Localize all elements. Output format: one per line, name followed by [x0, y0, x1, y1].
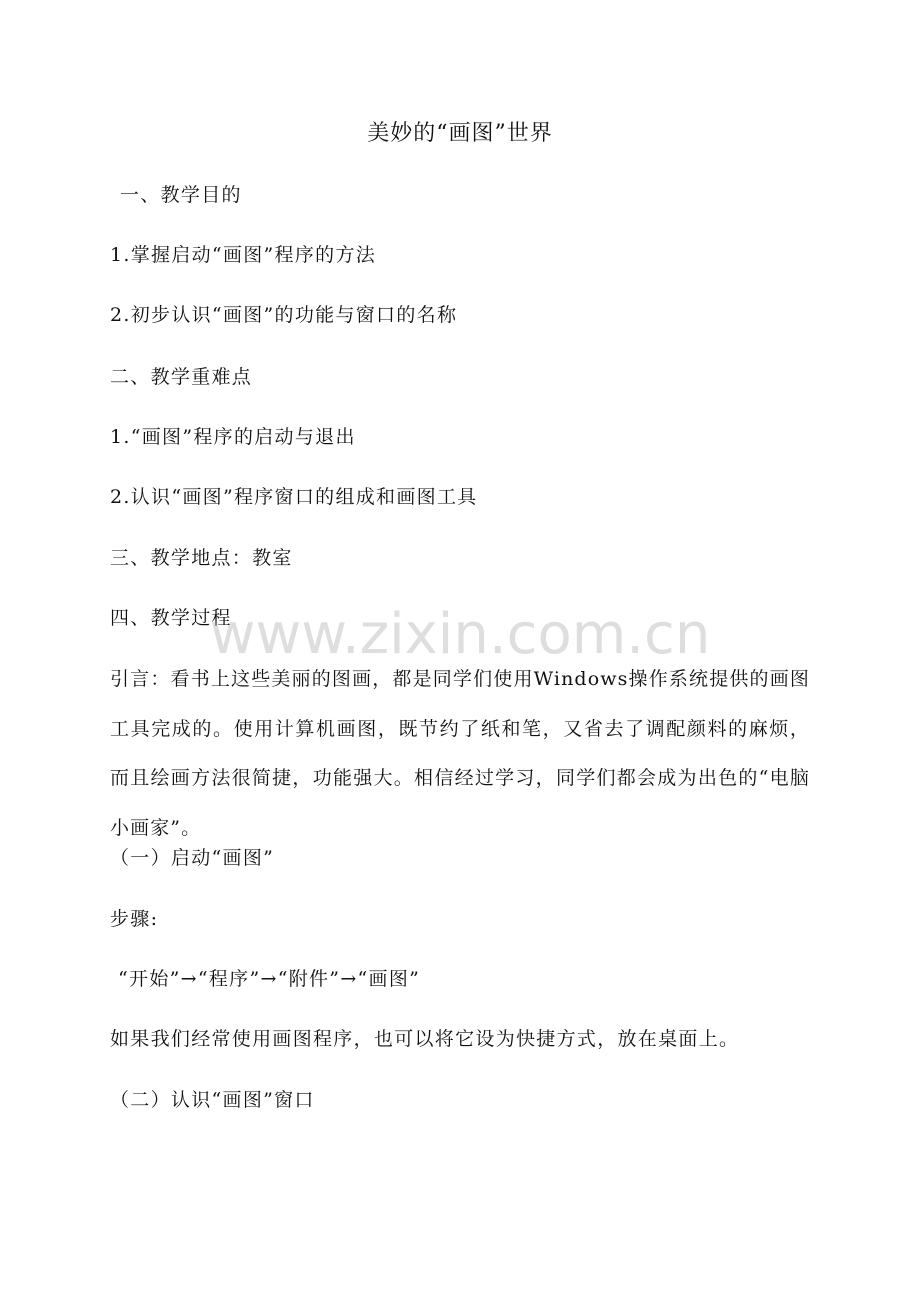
steps-path: “开始”→“程序”→“附件”→“画图” [118, 968, 421, 990]
key-point-item-1: 1.“画图”程序的启动与退出 [110, 426, 356, 448]
part-two-heading: （二）认识“画图”窗口 [110, 1089, 315, 1111]
teaching-goal-item-2: 2.初步认识“画图”的功能与窗口的名称 [110, 304, 458, 326]
key-points-heading: 二、教学重难点 [110, 366, 253, 388]
document-title: 美妙的“画图”世界 [367, 121, 553, 146]
part-one-heading: （一）启动“画图” [110, 847, 275, 869]
teaching-process-heading: 四、教学过程 [110, 607, 232, 629]
watermark: www.zixin.com.cn [209, 602, 711, 667]
teaching-goal-heading: 一、教学目的 [120, 184, 242, 206]
teaching-place: 三、教学地点：教室 [110, 547, 293, 569]
steps-label: 步骤: [110, 908, 159, 930]
shortcut-note: 如果我们经常使用画图程序，也可以将它设为快捷方式，放在桌面上。 [110, 1028, 740, 1050]
teaching-goal-item-1: 1.掌握启动“画图”程序的方法 [110, 244, 377, 266]
key-point-item-2: 2.认识“画图”程序窗口的组成和画图工具 [110, 486, 478, 508]
intro-paragraph: 引言：看书上这些美丽的图画，都是同学们使用Windows操作系统提供的画图工具完成的。使用计算机画图，既节约了纸和笔，又省去了调配颜料的麻烦，而且绘画方法很简捷，功能强大。相信经过学习，同学们都会成为出色的“电脑小画家”。 [110, 668, 810, 839]
